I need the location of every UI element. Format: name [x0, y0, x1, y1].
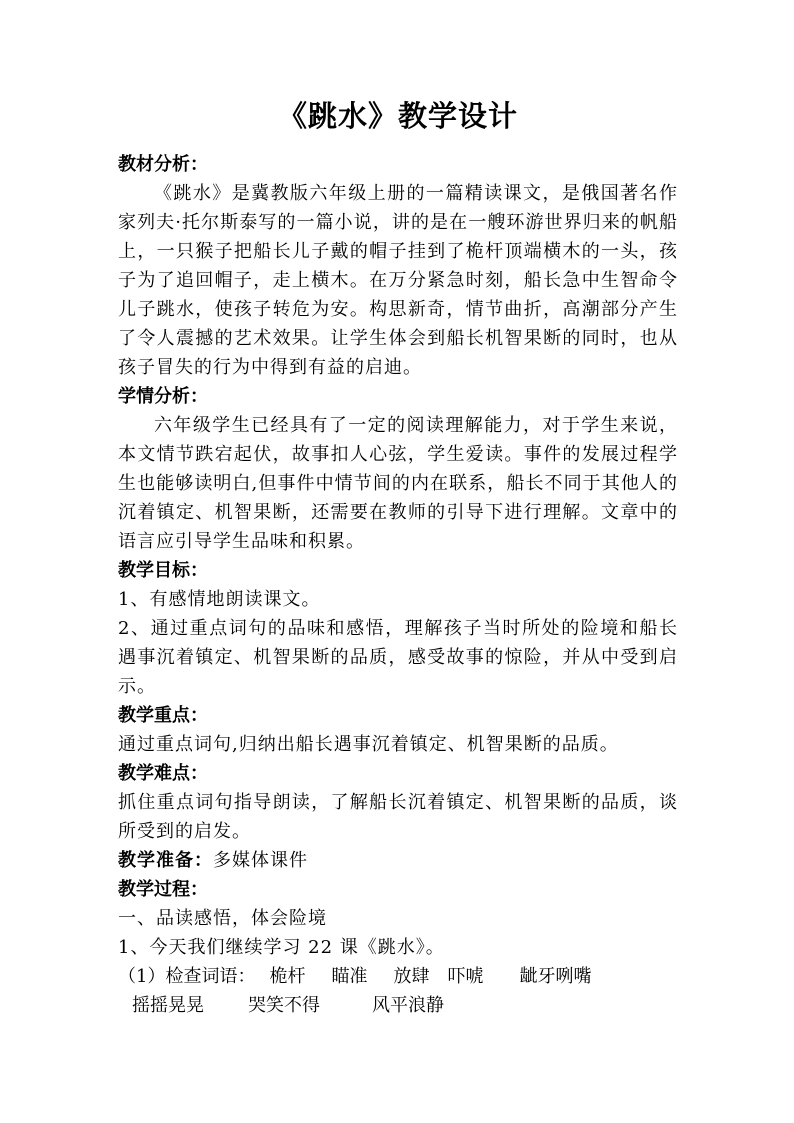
student-analysis-text: 六年级学生已经具有了一定的阅读理解能力，对于学生来说，本文情节跌宕起伏，故事扣人心弦，学生爱读。事件的发展过程学生也能够读明白,但事件中情节间的内在联系，船长不同于其他人的沉着镇定、机智果断，还需要在教师的引导下进行理解。文章中的语言应引导学生品味和积累。 — [118, 415, 678, 552]
vocab-word: 龇牙咧嘴 — [519, 966, 592, 987]
vocab-word: 桅杆 — [269, 966, 306, 987]
vocab-word: 摇摇晃晃 — [132, 995, 204, 1016]
teaching-key-heading: 教学重点： — [118, 705, 208, 726]
teaching-difficulty-heading: 教学难点： — [118, 763, 208, 784]
student-analysis-heading: 学情分析： — [118, 386, 208, 407]
teaching-key-text: 通过重点词句,归纳出船长遇事沉着镇定、机智果断的品质。 — [118, 734, 619, 755]
vocab-word: 瞄准 — [331, 966, 368, 987]
process-section-1: 一、品读感悟，体会险境 — [118, 908, 327, 929]
document-page — [118, 96, 678, 1020]
teaching-prep-heading: 教学准备： — [118, 850, 213, 871]
teaching-goal-1: 1、有感情地朗读课文。 — [118, 589, 321, 610]
vocab-row-2 — [118, 991, 678, 1020]
teaching-prep-text: 多媒体课件 — [213, 850, 308, 871]
material-analysis-text: 《跳水》是冀教版六年级上册的一篇精读课文，是俄国著名作家列夫·托尔斯泰写的一篇小说，讲的是在一艘环游世界归来的帆船上，一只猴子把船长儿子戴的帽子挂到了桅杆顶端横木的一头，孩子为了追回帽子，走上横木。在万分紧急时刻，船长急中生智命令儿子跳水，使孩子转危为安。构思新奇，情节曲折，高潮部分产生了令人震撼的艺术效果。让学生体会到船长机智果断的同时，也从孩子冒失的行为中得到有益的启迪。 — [118, 183, 678, 378]
vocab-word: 哭笑不得 — [248, 995, 320, 1016]
document-title: 《跳水》教学设计 — [277, 99, 518, 133]
teaching-goals-heading: 教学目标： — [118, 560, 208, 581]
teaching-prep-line — [118, 846, 678, 875]
teaching-process-heading: 教学过程： — [118, 879, 208, 900]
vocab-word: 放肆 — [393, 966, 430, 987]
vocab-word: 吓唬 — [447, 966, 484, 987]
process-step-1: 1、今天我们继续学习 22 课《跳水》。 — [118, 937, 445, 958]
teaching-difficulty-text: 抓住重点词句指导朗读，了解船长沉着镇定、机智果断的品质，谈所受到的启发。 — [118, 792, 678, 842]
vocab-word: 风平浪静 — [372, 995, 444, 1016]
vocab-row-1 — [118, 962, 678, 991]
material-analysis-heading: 教材分析： — [118, 154, 208, 175]
vocab-label: （1）检查词语： — [118, 966, 256, 987]
teaching-goal-2: 2、通过重点词句的品味和感悟，理解孩子当时所处的险境和船长遇事沉着镇定、机智果断的品质，感受故事的惊险，并从中受到启示。 — [118, 618, 678, 697]
